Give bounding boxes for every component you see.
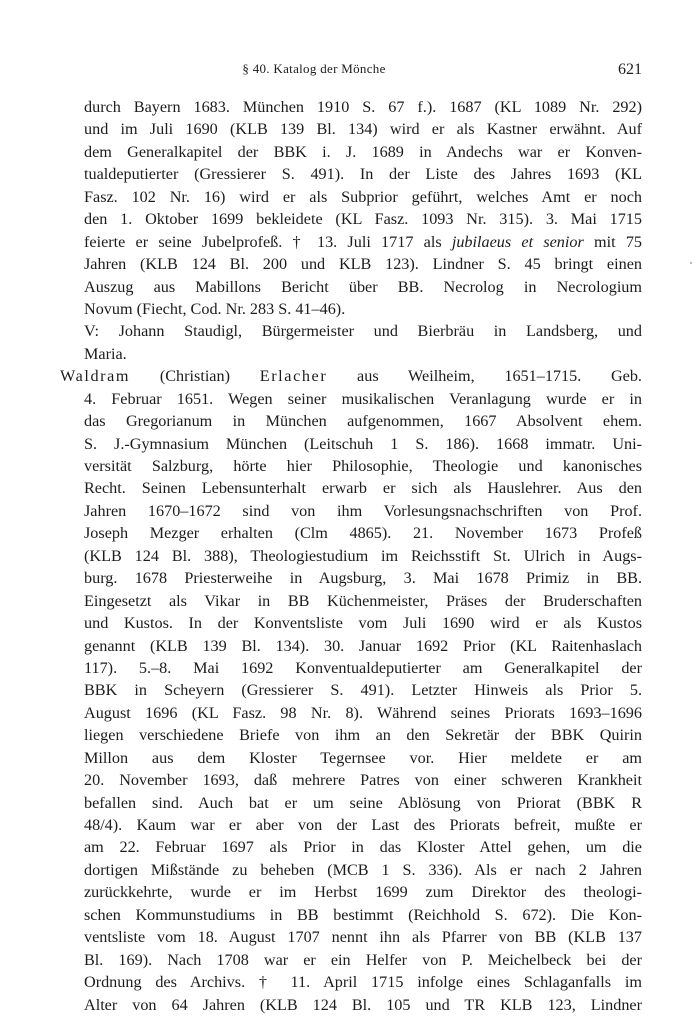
text-line — [84, 724, 642, 746]
text-line — [84, 455, 642, 477]
page-number: 621 — [618, 61, 642, 78]
text-line — [84, 904, 642, 926]
line-text: genannt (KLB 139 Bl. 134). 30. Januar 1692 Prior (KL Raitenhaslach — [84, 636, 642, 655]
text-line — [84, 163, 642, 185]
text-line — [84, 657, 642, 679]
line-text: Bl. 169). Nach 1708 war er ein Helfer von P. Meichelbeck bei der — [84, 950, 642, 969]
running-head — [0, 61, 700, 81]
line-text: aus Weilheim, 1651–1715. Geb. — [327, 367, 642, 386]
line-text: schen Kommunstudiums in BB bestimmt (Reichhold S. 672). Die Kon- — [84, 905, 642, 924]
line-text: Alter von 64 Jahren (KLB 124 Bl. 105 und TR KLB 123, Lindner — [84, 995, 642, 1014]
line-text: Millon aus dem Kloster Tegernsee vor. Hier meldete er am — [84, 748, 642, 767]
line-text: 48/4). Kaum war er aber von der Last des Priorats befreit, mußte er — [84, 816, 642, 834]
line-text: 4. Februar 1651. Wegen seiner musikalischen Veranlagung wurde er in — [84, 389, 642, 408]
text-line — [84, 118, 642, 140]
line-text: Eingesetzt als Vikar in BB Küchenmeister, Präses der Bruderschaften — [84, 591, 642, 610]
text-line — [84, 792, 642, 814]
text-line — [84, 208, 642, 230]
line-text: Jahren (KLB 124 Bl. 200 und KLB 123). Lindner S. 45 bringt einen — [84, 255, 642, 274]
line-text: V: Johann Staudigl, Bürgermeister und Bierbräu in Landsberg, und — [84, 322, 642, 341]
text-line — [84, 276, 642, 298]
line-text: befallen sind. Auch bat er um seine Ablösung von Priorat (BBK R — [84, 793, 642, 812]
text-line — [84, 433, 642, 455]
line-text: S. J.-Gymnasium München (Leitschuh 1 S. 186). 1668 immatr. Uni- — [84, 434, 642, 453]
text-line — [84, 388, 642, 410]
text-line — [84, 500, 642, 522]
text-line — [84, 679, 642, 701]
text-line — [84, 410, 642, 432]
entry-heading-line — [60, 365, 642, 387]
line-text: 117). 5.–8. Mai 1692 Konventualdeputierter am Generalkapitel der — [84, 658, 642, 677]
text-line — [84, 590, 642, 612]
line-text: und Kustos. In der Konventsliste vom Juli 1690 wird er als Kustos — [84, 614, 642, 633]
text-line — [84, 612, 642, 634]
text-line — [84, 298, 642, 320]
line-text-continued: mit 75 — [583, 232, 643, 251]
line-text: Joseph Mezger erhalten (Clm 4865). 21. November 1673 Profeß — [84, 524, 642, 543]
text-line — [84, 567, 642, 589]
line-text: August 1696 (KL Fasz. 98 Nr. 8). Während seines Priorats 1693–1696 — [84, 703, 642, 722]
line-text: versität Salzburg, hörte hier Philosophie, Theologie und kanonisches — [84, 457, 642, 475]
text-line — [84, 859, 642, 881]
text-line — [84, 343, 642, 365]
line-text: liegen verschiedene Briefe von ihm an den Sekretär der BBK Quirin — [84, 726, 642, 745]
line-text: burg. 1678 Priesterweihe in Augsburg, 3. Mai 1678 Primiz in BB. — [84, 569, 642, 588]
text-line — [84, 994, 642, 1016]
line-text: den 1. Oktober 1699 bekleidete (KL Fasz. 1093 Nr. 315). 3. Mai 1715 — [84, 210, 642, 229]
line-text: und im Juli 1690 (KLB 139 Bl. 134) wird er als Kastner erwähnt. Auf — [84, 120, 642, 139]
text-line — [84, 949, 642, 971]
text-line — [84, 971, 642, 993]
line-text: durch Bayern 1683. München 1910 S. 67 f.). 1687 (KL 1089 Nr. 292) — [84, 98, 642, 116]
line-text: feierte er seine Jubelprofeß. † 13. Juli 1717 als — [84, 232, 452, 251]
line-text: 20. November 1693, daß mehrere Patres von einer schweren Krankheit — [84, 771, 642, 790]
line-text: ventsliste vom 18. August 1707 nennt ihn als Pfarrer von BB (KLB 137 — [84, 928, 642, 947]
line-text: Novum (Fiecht, Cod. Nr. 283 S. 41–46). — [84, 299, 346, 318]
line-text: das Gregorianum in München aufgenommen, 1667 Absolvent ehem. — [84, 412, 642, 431]
line-text: Fasz. 102 Nr. 16) wird er als Subprior geführt, welches Amt er noch — [84, 187, 642, 206]
baptismal-name: (Christian) — [130, 367, 260, 386]
line-text: am 22. Februar 1697 als Prior in das Kloster Attel gehen, um die — [84, 838, 642, 857]
text-line — [84, 747, 642, 769]
text-line — [84, 477, 642, 499]
line-text: Maria. — [84, 344, 127, 363]
text-line — [84, 926, 642, 948]
latin-phrase: jubilaeus et senior — [451, 232, 584, 251]
section-title: § 40. Katalog der Mönche — [242, 61, 386, 76]
text-line — [84, 814, 642, 836]
line-text: dortigen Mißstände zu beheben (MCB 1 S. 336). Als er nach 2 Jahren — [84, 860, 642, 879]
line-text: tualdeputierter (Gressierer S. 491). In der Liste des Jahres 1693 (KL — [84, 165, 642, 184]
text-line — [84, 141, 642, 163]
text-line — [84, 522, 642, 544]
text-line — [84, 320, 642, 342]
text-line — [84, 836, 642, 858]
body-text — [60, 96, 643, 1016]
text-line — [84, 186, 642, 208]
line-text: BBK in Scheyern (Gressierer S. 491). Letzter Hinweis als Prior 5. — [84, 681, 642, 700]
line-text: Auszug aus Mabillons Bericht über BB. Necrolog in Necrologium — [84, 277, 642, 296]
line-text: Ordnung des Archivs. † 11. April 1715 infolge eines Schlaganfalls im — [84, 973, 642, 992]
text-line — [84, 545, 642, 567]
scan-speck — [690, 262, 692, 264]
monk-name: Waldram — [60, 367, 131, 386]
line-text: (KLB 124 Bl. 388), Theologiestudium im Reichsstift St. Ulrich in Augs- — [84, 546, 642, 565]
text-line — [84, 702, 642, 724]
text-line — [84, 231, 642, 253]
line-text: Jahren 1670–1672 sind von ihm Vorlesungsnachschriften von Prof. — [84, 501, 642, 520]
line-text: zurückkehrte, wurde er im Herbst 1699 zum Direktor des theologi- — [84, 883, 642, 902]
text-line — [84, 635, 642, 657]
text-line — [84, 769, 642, 791]
line-text: dem Generalkapitel der BBK i. J. 1689 in Andechs war er Konven- — [84, 142, 642, 161]
text-line — [84, 881, 642, 903]
family-name: Erlacher — [259, 367, 328, 386]
text-line — [84, 253, 642, 275]
line-text: Recht. Seinen Lebensunterhalt erwarb er sich als Hauslehrer. Aus den — [84, 479, 642, 498]
text-line — [84, 96, 642, 118]
